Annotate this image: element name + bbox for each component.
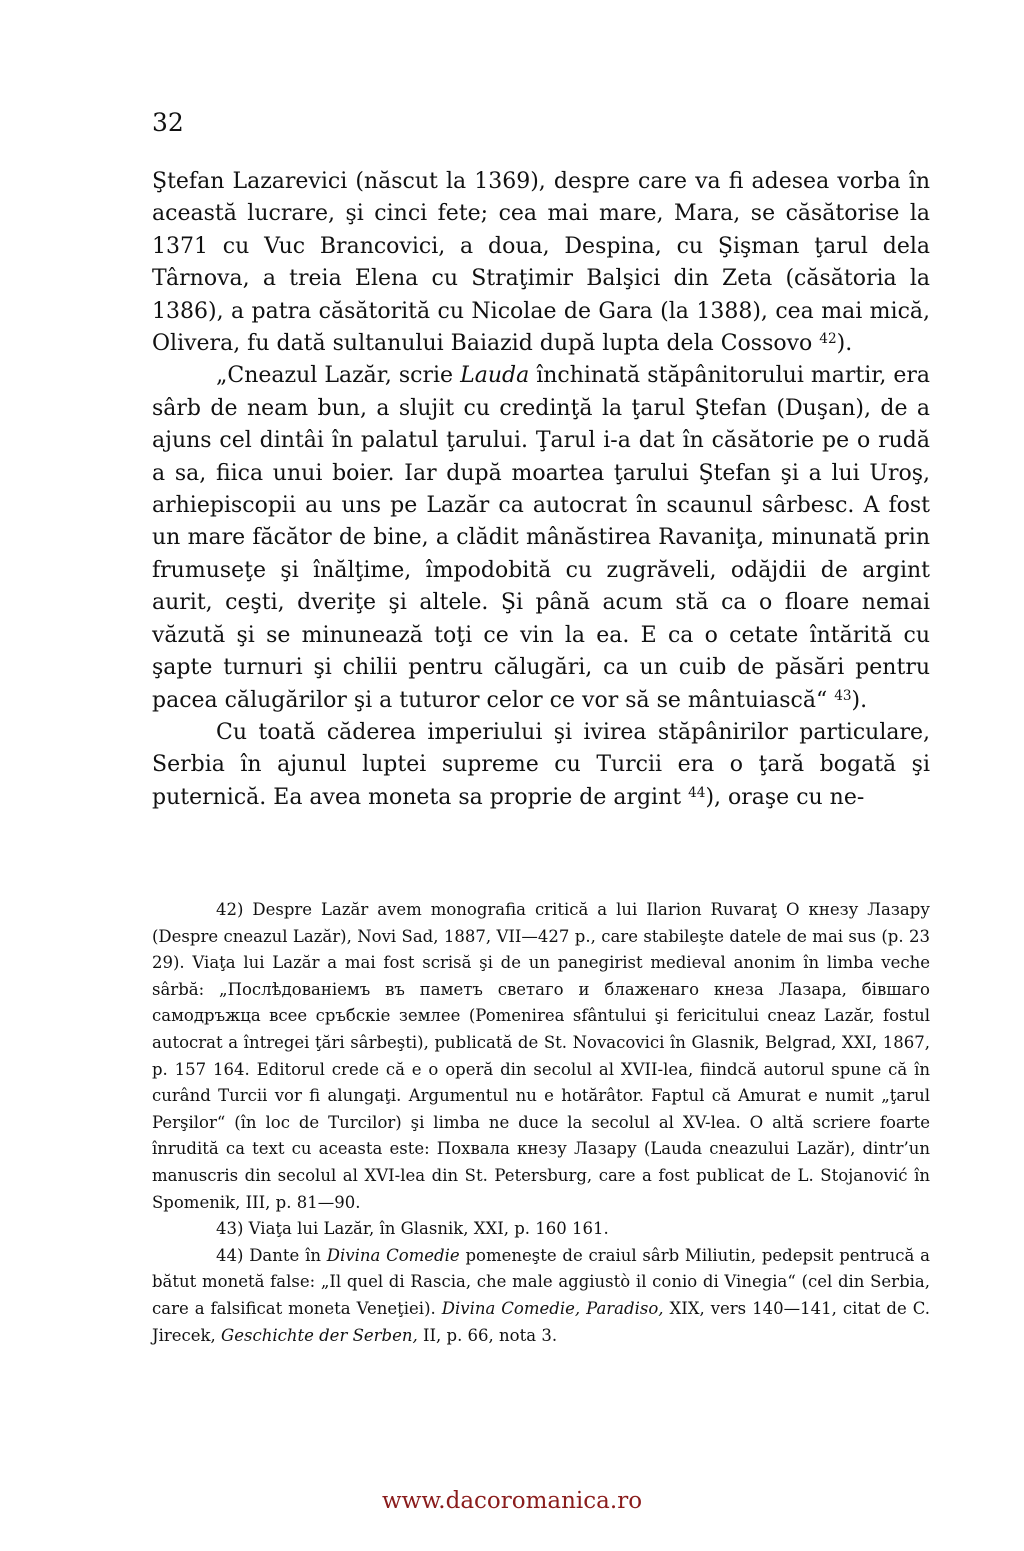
footnote-3 xyxy=(152,1243,930,1349)
italic-text: Geschichte der Serben, xyxy=(221,1325,418,1345)
text-span: ). xyxy=(836,331,853,357)
text-span: închinată stăpânitorului martir, era sârb de neam bun, a slujit cu credinţă la ţarul Ştefan (Duşan), de a ajuns cel dintâi în palatul ţarului. Ţarul i-a dat în căsătorie pe o rudă a sa, fiica unui boier. Iar după moartea ţarului Ştefan şi a lui Uroş, arhiepiscopii au uns pe Lazăr ca autocrat în scaunul sârbesc. A fost un mare făcător de bine, a clădit mânăstirea Ravaniţa, minunată prin frumuseţe şi înălţime, împodobită cu zugrăveli, odăjdii de argint aurit, ceşti, dveriţe şi altele. Şi până acum stă ca o floare nemai văzută şi se minunează toţi ce vin la ea. E ca o cetate întărită cu şapte turnuri şi chilii pentru călugări, ca un cuib de păsări pentru pacea călugărilor şi a tuturor celor ce vor să se mântuiască“ xyxy=(152,363,930,713)
italic-text: Divina Comedie xyxy=(326,1245,460,1265)
paragraph-2 xyxy=(152,360,930,716)
text-span: 42) Despre Lazăr avem monografia critică a lui Ilarion Ruvaraţ О кнезу Лазару (Despre cneazul Lazăr), Novi Sad, 1887, VII—427 p., care stabileşte datele de mai sus (p. 23 29). Viaţa lui Lazăr a mai fost scrisă şi de un panegirist medieval anonim în limba veche sârbă: „Послѣдованіемъ въ паметъ светаго и блаженаго кнеза Лазара, бівшаго самодръжца всее сръбскіе землее (Pomenirea sfântului şi fericitului cneaz Lazăr, fostul autocrat a întregei ţări sârbeşti), publicată de St. Novacovici în Glasnik, Belgrad, XXI, 1867, p. 157 164. Editorul crede că e o operă din secolul al XVII-lea, fiindcă autorul spune că în curând Turcii vor fi alungaţi. Argumentul nu e hotărâtor. Faptul că Amurat e numit „ţarul Perşilor“ (în loc de Turcilor) şi limba ne duce la secolul al XV-lea. O altă scriere foarte înrudită ca text cu aceasta este: Похвала кнезу Лазару (Lauda cneazului Lazăr), dintr’un manuscris din secolul al XVI-lea din St. Petersburg, care a fost publicat de L. Stojanović în Spomenik, III, p. 81—90. xyxy=(152,900,930,1212)
italic-text: Divina Comedie, Paradiso, xyxy=(441,1298,664,1318)
text-span: XIX, vers 140—141, citat de C. Jirecek, xyxy=(152,1298,930,1345)
text-span: 43) Viaţa lui Lazăr, în Glasnik, XXI, p. 160 161. xyxy=(216,1219,609,1239)
text-span: ). xyxy=(851,687,868,713)
footnotes xyxy=(152,897,930,1349)
text-span: Cu toată căderea imperiului şi ivirea stăpânirilor particulare, Serbia în ajunul luptei supreme cu Turcii era o ţară bogată şi puternică. Ea avea moneta sa proprie de argint xyxy=(152,719,930,810)
footnote-ref: 44 xyxy=(688,784,706,801)
text-span: II, p. 66, nota 3. xyxy=(417,1325,558,1345)
paragraph-1 xyxy=(152,166,930,360)
site-watermark: www.dacoromanica.ro xyxy=(381,1488,643,1514)
page-number: 32 xyxy=(152,108,184,137)
main-text xyxy=(152,166,930,814)
italic-text: Lauda xyxy=(460,363,530,389)
text-span: 44) Dante în xyxy=(216,1245,327,1265)
footnote-ref: 42 xyxy=(819,331,837,348)
paragraph-3 xyxy=(152,717,930,814)
text-span: Ştefan Lazarevici (născut la 1369), despre care va fi adesea vorba în această lucrare, şi cinci fete; cea mai mare, Mara, se căsătorise la 1371 cu Vuc Brancovici, a doua, Despina, cu Şişman ţarul dela Târnova, a treia Elena cu Straţimir Balşici din Zeta (căsătoria la 1386), a patra căsătorită cu Nicolae de Gara (la 1388), cea mai mică, Olivera, fu dată sultanului Baiazid după lupta dela Cossovo xyxy=(152,169,930,357)
text-span: pomeneşte de craiul sârb Miliutin, pedepsit pentrucă a bătut monetă false: „Il quel di Rascia, che male aggiustò il conio di Vinegia“ (cel din Serbia, care a falsificat moneta Veneţiei). xyxy=(152,1245,930,1318)
footnote-1 xyxy=(152,897,930,1216)
footnote-2 xyxy=(152,1216,930,1243)
text-span: „Cneazul Lazăr, scrie xyxy=(216,363,461,389)
text-span: ), oraşe cu ne- xyxy=(705,784,865,810)
footnote-ref: 43 xyxy=(834,687,852,704)
